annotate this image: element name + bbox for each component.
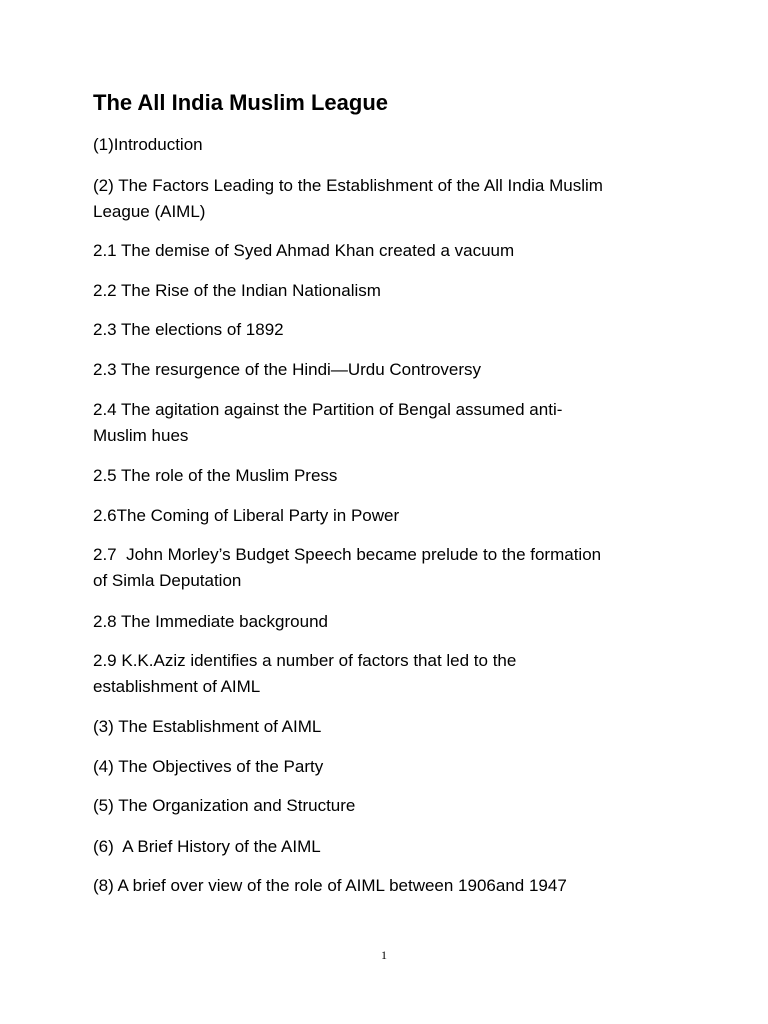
toc-item-2-6: 2.6The Coming of Liberal Party in Power <box>93 506 400 525</box>
toc-item-2-5: 2.5 The role of the Muslim Press <box>93 466 338 485</box>
toc-item-establishment: (3) The Establishment of AIML <box>93 717 322 736</box>
toc-item-brief-history: (6) A Brief History of the AIML <box>93 837 321 856</box>
document-title: The All India Muslim League <box>93 90 389 115</box>
toc-item-2-3-controversy: 2.3 The resurgence of the Hindi—Urdu Controversy <box>93 360 482 379</box>
toc-item-introduction: (1)Introduction <box>93 135 203 154</box>
toc-item-2-1: 2.1 The demise of Syed Ahmad Khan created a vacuum <box>93 241 515 260</box>
toc-item-objectives: (4) The Objectives of the Party <box>93 757 324 776</box>
toc-item-2-4: 2.4 The agitation against the Partition of Bengal assumed anti- Muslim hues <box>93 400 563 445</box>
toc-item-organization: (5) The Organization and Structure <box>93 796 356 815</box>
toc-item-2-2: 2.2 The Rise of the Indian Nationalism <box>93 281 381 300</box>
toc-item-overview: (8) A brief over view of the role of AIML between 1906and 1947 <box>93 876 567 895</box>
toc-item-2-7: 2.7 John Morley’s Budget Speech became prelude to the formation of Simla Deputation <box>93 545 602 590</box>
page-number: 1 <box>381 948 387 962</box>
toc-item-2-3-elections: 2.3 The elections of 1892 <box>93 320 284 339</box>
toc-item-factors: (2) The Factors Leading to the Establishment of the All India Muslim League (AIML) <box>93 176 603 221</box>
toc-item-2-8: 2.8 The Immediate background <box>93 612 328 631</box>
toc-item-2-9: 2.9 K.K.Aziz identifies a number of factors that led to the establishment of AIML <box>93 651 517 696</box>
